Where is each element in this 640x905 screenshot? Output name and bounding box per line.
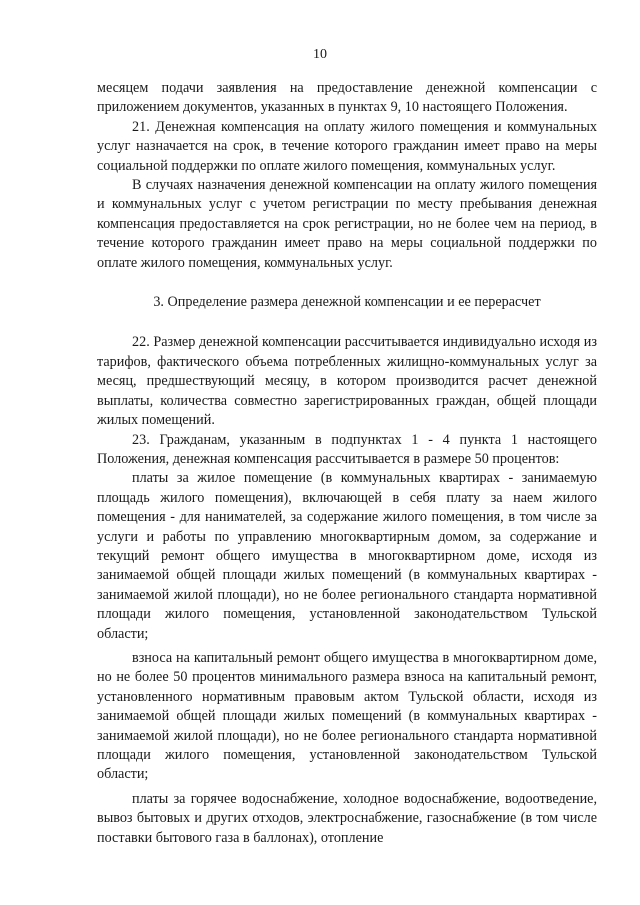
- paragraph-capital-repair: взноса на капитальный ремонт общего имущества в многоквартирном доме, но не более 50 процентов минимального размера взноса на капитальный ремонт, установленного нормативным правовым актом Тульской области, исходя из занимаемой общей площади жилых помещений (в коммунальных квартирах - занимаемой жилой площади), но не более регионального стандарта нормативной площади жилого помещения, установленной законодательством Тульской области;: [97, 649, 597, 783]
- paragraph-utilities: платы за горячее водоснабжение, холодное водоснабжение, водоотведение, вывоз бытовых и других отходов, электроснабжение, газоснабжение (в том числе поставки бытового газа в баллонах), отопление: [97, 790, 597, 846]
- paragraph-housing-fee: платы за жилое помещение (в коммунальных квартирах - занимаемую площадь жилого помещения), включающей в себя плату за наем жилого помещения - для нанимателей, за содержание жилого помещения, в том числе за услуги и работы по управлению многоквартирным домом, за содержание и текущий ремонт общего имущества в многоквартирном доме, исходя из занимаемой общей площади жилых помещений (в коммунальных квартирах - занимаемой жилой площади), но не более регионального стандарта нормативной площади жилого помещения, установленной законодательством Тульской области;: [97, 470, 597, 642]
- document-body: [97, 79, 597, 848]
- paragraph-21: 21. Денежная компенсация на оплату жилого помещения и коммунальных услуг назначается на срок, в течение которого гражданин имеет право на меры социальной поддержки по оплате жилого помещения, коммунальных услуг.: [97, 118, 597, 174]
- paragraph-22: 22. Размер денежной компенсации рассчитывается индивидуально исходя из тарифов, фактического объема потребленных жилищно-коммунальных услуг за месяц, предшествующий месяцу, в котором производится расчет денежной выплаты, количества совместно зарегистрированных граждан, общей площади жилых помещений.: [97, 334, 597, 429]
- paragraph-registration-term: В случаях назначения денежной компенсации на оплату жилого помещения и коммунальных услуг с учетом регистрации по месту пребывания денежная компенсация предоставляется на срок регистрации, но не более чем на период, в течение которого гражданин имеет право на меры социальной поддержки по оплате жилого помещения, коммунальных услуг.: [97, 177, 597, 271]
- page-number: 10: [313, 47, 327, 62]
- paragraph-continuation: месяцем подачи заявления на предоставление денежной компенсации с приложением документов, указанных в пунктах 9, 10 настоящего Положения.: [97, 80, 597, 116]
- section-heading: 3. Определение размера денежной компенсации и ее перерасчет: [153, 294, 541, 311]
- paragraph-23: 23. Гражданам, указанным в подпунктах 1 - 4 пункта 1 настоящего Положения, денежная компенсация рассчитывается в размере 50 процентов:: [97, 431, 597, 467]
